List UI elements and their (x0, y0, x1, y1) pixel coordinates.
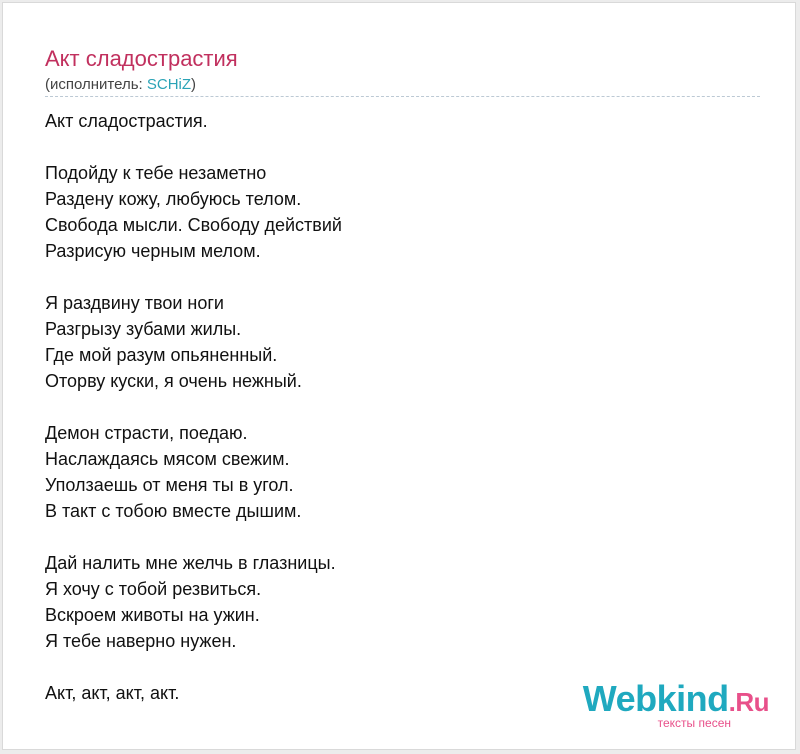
lyric-blank-line (45, 394, 745, 420)
lyric-blank-line (45, 134, 745, 160)
artist-line (45, 76, 196, 94)
lyric-line: Где мой разум опьяненный. (45, 345, 278, 365)
lyric-line: Акт сладострастия. (45, 111, 208, 131)
lyric-line: Наслаждаясь мясом свежим. (45, 449, 290, 469)
logo-tld: .Ru (728, 687, 769, 717)
lyric-blank-line (45, 524, 745, 550)
artist-suffix: ) (191, 76, 197, 93)
lyric-line: Разгрызу зубами жилы. (45, 319, 242, 339)
title-divider (45, 96, 760, 97)
lyric-blank-line (45, 654, 745, 680)
artist-link[interactable]: SCHiZ (146, 76, 192, 93)
lyrics-text (45, 108, 745, 706)
lyric-line: Подойду к тебе незаметно (45, 163, 267, 183)
artist-prefix: (исполнитель: (45, 76, 147, 93)
lyric-line: Оторву куски, я очень нежный. (45, 371, 302, 391)
logo-word: Webkind (582, 678, 729, 719)
logo-tagline: тексты песен (657, 716, 731, 730)
lyric-line: Уползаешь от меня ты в угол. (45, 475, 294, 495)
song-title: Акт сладострастия (45, 46, 238, 71)
site-logo[interactable] (583, 680, 769, 729)
lyric-line: Я тебе наверно нужен. (45, 631, 237, 651)
lyric-line: Раздену кожу, любуюсь телом. (45, 189, 302, 209)
lyric-line: Вскроем животы на ужин. (45, 605, 260, 625)
logo-wordmark (583, 680, 769, 721)
lyric-line: В такт с тобою вместе дышим. (45, 501, 302, 521)
lyrics-card (2, 2, 796, 750)
lyric-line: Акт, акт, акт, акт. (45, 683, 180, 703)
lyric-line: Свобода мысли. Свободу действий (45, 215, 342, 235)
lyric-line: Я хочу с тобой резвиться. (45, 579, 262, 599)
lyric-line: Разрисую черным мелом. (45, 241, 261, 261)
lyric-line: Демон страсти, поедаю. (45, 423, 248, 443)
lyric-blank-line (45, 264, 745, 290)
lyric-line: Дай налить мне желчь в глазницы. (45, 553, 336, 573)
lyric-line: Я раздвину твои ноги (45, 293, 224, 313)
